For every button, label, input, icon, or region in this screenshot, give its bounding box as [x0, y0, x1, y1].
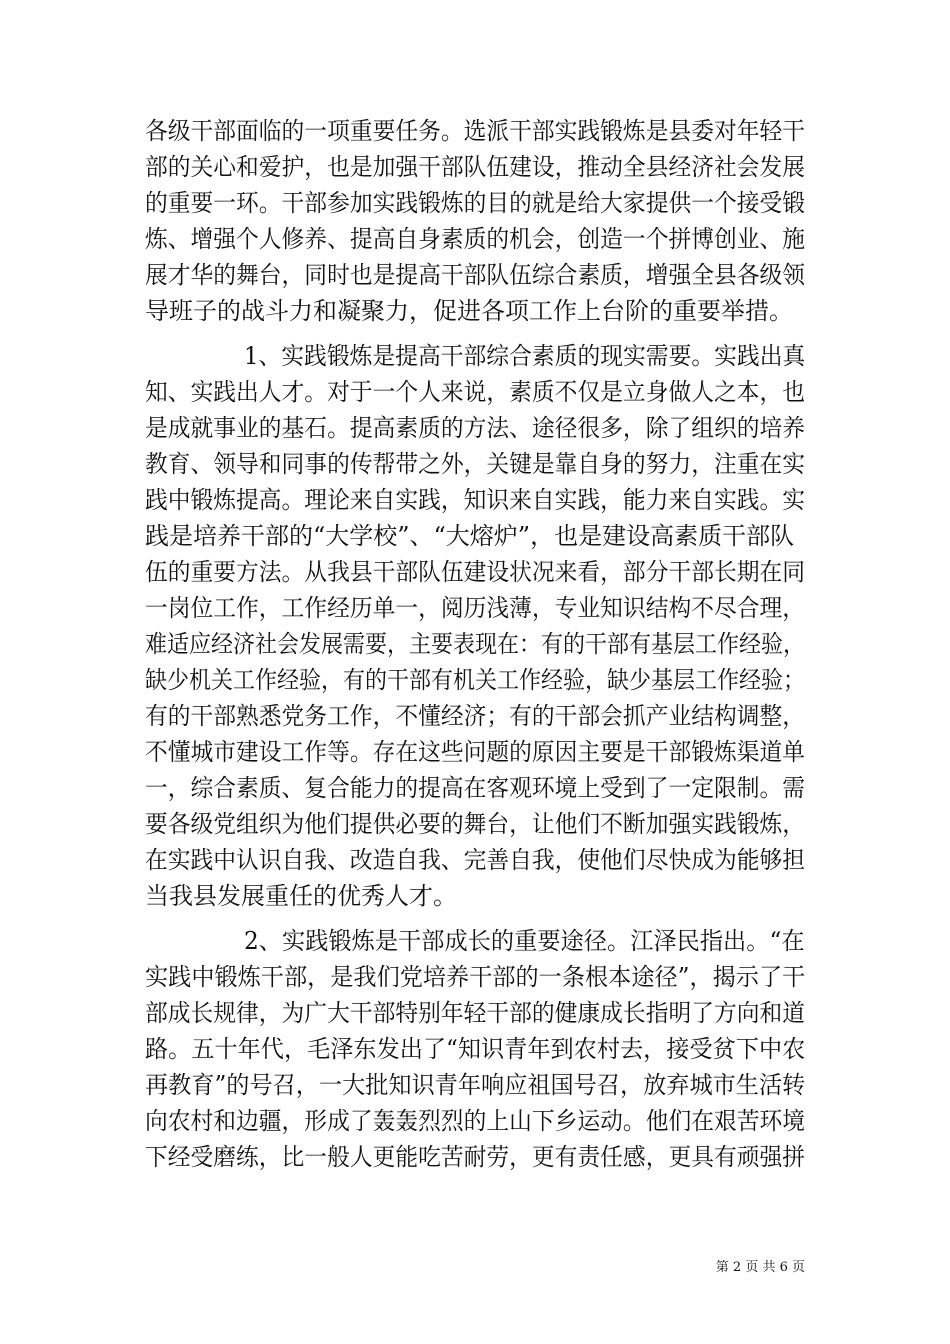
- text-line: 的重要一环。干部参加实践锻炼的目的就是给大家提供一个接受锻: [145, 189, 805, 217]
- text-line: 在实践中认识自我、改造自我、完善自我，使他们尽快成为能够担: [145, 846, 805, 874]
- text-line: 再教育”的号召，一大批知识青年响应祖国号召，放弃城市生活转: [145, 1071, 806, 1099]
- text-line: 炼、增强个人修养、提高自身素质的机会，创造一个拼博创业、施: [145, 225, 805, 253]
- text-line: 不懂城市建设工作等。存在这些问题的原因主要是干部锻炼渠道单: [145, 738, 805, 766]
- text-line: 一岗位工作，工作经历单一，阅历浅薄，专业知识结构不尽合理，: [145, 594, 805, 622]
- text-line: 展才华的舞台，同时也是提高干部队伍综合素质，增强全县各级领: [145, 261, 805, 289]
- text-line: 各级干部面临的一项重要任务。选派干部实践锻炼是县委对年轻干: [145, 117, 805, 145]
- text-line: 有的干部熟悉党务工作，不懂经济；有的干部会抓产业结构调整，: [145, 702, 805, 730]
- text-line: 一，综合素质、复合能力的提高在客观环境上受到了一定限制。需: [145, 774, 805, 802]
- text-line: 导班子的战斗力和凝聚力，促进各项工作上台阶的重要举措。: [145, 297, 793, 325]
- text-line: 向农村和边疆，形成了轰轰烈烈的上山下乡运动。他们在艰苦环境: [145, 1107, 805, 1135]
- text-line: 践是培养干部的“大学校”、“大熔炉”，也是建设高素质干部队: [145, 522, 795, 550]
- text-line: 教育、领导和同事的传帮带之外，关键是靠自身的努力，注重在实: [145, 450, 805, 478]
- text-line: 当我县发展重任的优秀人才。: [145, 882, 457, 910]
- text-line: 下经受磨练，比一般人更能吃苦耐劳，更有责任感，更具有顽强拼: [145, 1143, 805, 1171]
- text-line: 践中锻炼提高。理论来自实践，知识来自实践，能力来自实践。实: [145, 486, 805, 514]
- text-line: 实践中锻炼干部，是我们党培养干部的一条根本途径”，揭示了干: [145, 963, 806, 991]
- text-line: 难适应经济社会发展需要，主要表现在：有的干部有基层工作经验，: [145, 630, 805, 658]
- text-line: 路。五十年代，毛泽东发出了“知识青年到农村去，接受贫下中农: [145, 1035, 806, 1063]
- paragraph-heading-2: 2、实践锻炼是干部成长的重要途径。江泽民指出。“在: [244, 927, 805, 955]
- text-line: 知、实践出人才。对于一个人来说，素质不仅是立身做人之本，也: [145, 378, 805, 406]
- paragraph-heading-1: 1、实践锻炼是提高干部综合素质的现实需要。实践出真: [244, 342, 806, 370]
- text-line: 是成就事业的基石。提高素质的方法、途径很多，除了组织的培养: [145, 414, 805, 442]
- text-line: 伍的重要方法。从我县干部队伍建设状况来看，部分干部长期在同: [145, 558, 805, 586]
- text-line: 部成长规律，为广大干部特别年轻干部的健康成长指明了方向和道: [145, 999, 805, 1027]
- page-number: 第 2 页 共 6 页: [715, 1260, 805, 1275]
- text-line: 要各级党组织为他们提供必要的舞台，让他们不断加强实践锻炼，: [145, 810, 805, 838]
- text-line: 缺少机关工作经验，有的干部有机关工作经验，缺少基层工作经验；: [145, 666, 805, 694]
- text-line: 部的关心和爱护，也是加强干部队伍建设，推动全县经济社会发展: [145, 153, 805, 181]
